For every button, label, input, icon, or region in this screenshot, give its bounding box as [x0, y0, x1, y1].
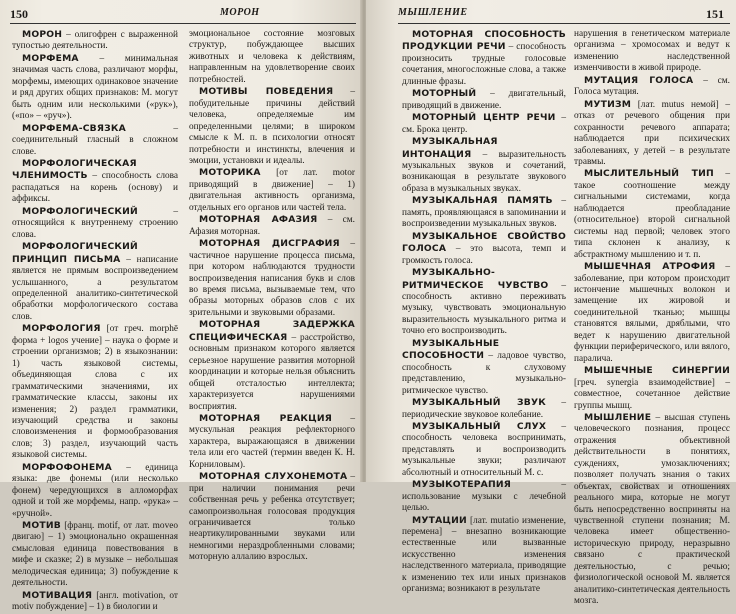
entry-term: МОТОРНАЯ СПОСОБНОСТЬ ПРОДУКЦИИ РЕЧИ: [402, 29, 566, 53]
dictionary-entry: [574, 99, 730, 169]
entry-term: МОТИВ: [22, 520, 61, 532]
entry-definition: [лат. mutatio изменение, перемена] – внезапно возникающие естественные или вызванные искусственно изменения наследственного материала, приводящие к изменению тех или иных признаков организма; возникают в результате: [402, 515, 567, 595]
dictionary-entry: [189, 238, 355, 319]
dictionary-entry: [12, 206, 178, 241]
dictionary-entry: [574, 412, 730, 608]
dictionary-entry: [402, 515, 566, 596]
entry-definition: – минимальная значимая часть слова, различают морфы, морфемы, имеющих одинаковое значение и ряд других общих признаков: М. могут быть одним или несколькими («рук»), («по» – «руч»).: [12, 53, 178, 122]
entry-term: МУЗЫКАЛЬНАЯ ИНТОНАЦИЯ: [402, 136, 498, 160]
right-page: [366, 0, 736, 607]
entry-term: МОТОРНЫЙ ЦЕНТР РЕЧИ: [412, 112, 556, 124]
dictionary-entry: [12, 158, 178, 206]
dictionary-entry: [402, 112, 566, 136]
dictionary-entry: [12, 241, 178, 323]
entry-definition: [от греч. morphē форма + logos учение] – наука о форме и строении организмов; 2) в языкознании: 1) часть языковой системы, объединяющая слова с их грамматическими значениями, их грамматические классы, законы их изменения; 2) раздел грамматики, изучающий средства и законы словоизменения и формообразования слов; 3) раздел, изучающий часть языковой системы.: [12, 324, 178, 461]
entry-term: МУЗЫКАЛЬНО-РИТМИЧЕСКОЕ ЧУВСТВО: [402, 267, 549, 291]
entry-term: МЫШЕЧНЫЕ СИНЕРГИИ: [584, 365, 730, 377]
entry-definition: – соединительный гласный в сложном слове.: [12, 123, 178, 157]
entry-definition: – способность слова распадаться на корень (основу) и аффиксы.: [12, 171, 178, 205]
entry-term: МЫШЕЧНАЯ АТРОФИЯ: [584, 261, 716, 273]
dictionary-entry: [402, 231, 566, 267]
entry-definition: – мускульная реакция рефлекторного характера, выражающаяся в движении тела или его частей (термин введен К. Н. Корниловым).: [189, 413, 355, 470]
dictionary-entry: [12, 590, 178, 614]
dictionary-entry: [402, 397, 566, 421]
entry-term: МОТИВАЦИЯ: [22, 589, 93, 601]
dictionary-entry: [12, 323, 178, 461]
dictionary-entry: [574, 168, 730, 261]
header-rule: [398, 23, 730, 24]
entry-definition: [франц. motif, от лат. moveo двигаю] – 1) эмоционально окрашенная смысловая единица повествования в мифе и сказке; 2) в музыке – небольшая мелодическая единица; 3) побуждение к деятельности.: [12, 521, 178, 589]
entry-definition: – заболевание, при котором происходит истончение мышечных волокон и замещение их жировой и соединительной тканью; мышцы становятся вялыми, дряблыми, что ведет к нарушению двигательной функции периферического, или вялого, паралича.: [574, 262, 730, 364]
dictionary-entry: [402, 421, 566, 479]
entry-definition: – см. Брока центр.: [402, 113, 566, 135]
entry-definition: нарушения в генетическом материале организма – хромосомах и ведут к изменению наследственной изменчивости в живой природе.: [574, 29, 730, 74]
page-number: 150: [10, 7, 28, 21]
entry-term: МОТОРНАЯ СЛУХОНЕМОТА: [199, 471, 348, 483]
entry-definition: – способность активно переживать музыку, чувствовать эмоциональную выразительность музыкального ритма и точно его воспроизводить.: [402, 280, 566, 337]
entry-term: МОТОРНАЯ ЗАДЕРЖКА СПЕЦИФИЧЕСКАЯ: [189, 319, 355, 343]
entry-definition: – частичное нарушение процесса письма, при котором наблюдаются трудности воспроизведения написания букв и слов во время письма, вызываемые тем, что образы моторных образов слов с их зрительными и звуковыми образами.: [189, 239, 356, 318]
entry-term: МОРФОЛОГИЯ: [22, 323, 101, 335]
entry-definition: – см. Афазия моторная.: [189, 215, 356, 237]
dictionary-entry: [189, 29, 355, 86]
entry-term: МУЗЫКАЛЬНЫЙ СЛУХ: [412, 420, 547, 432]
column-4: [574, 29, 730, 608]
entry-definition: – относящийся к внутреннему строению слова.: [12, 206, 178, 240]
entry-term: МУЗЫКАЛЬНАЯ ПАМЯТЬ: [412, 195, 553, 207]
entry-term: МУЗЫКАЛЬНЫЙ ЗВУК: [412, 397, 546, 409]
dictionary-entry: [402, 29, 566, 88]
dictionary-entry: [12, 520, 178, 590]
page-number: 151: [706, 7, 724, 21]
header-rule: [10, 23, 356, 24]
entry-term: МОТОРНАЯ РЕАКЦИЯ: [199, 412, 332, 424]
dictionary-entry: [402, 195, 566, 230]
running-title: МОРОН: [220, 7, 260, 18]
column-2: [189, 29, 355, 564]
entry-definition: – написание является не прямым воспроизведением услышанного, а результатом определенной аналитико-синтетической обработки морфологического состава слов.: [12, 254, 178, 322]
entry-definition: – способность произносить трудные голосовые сочетания, многосложные слова, а также длинные фразы.: [402, 42, 566, 87]
entry-term: МУТАЦИЯ ГОЛОСА: [584, 74, 694, 86]
entry-definition: – двигательный, приводящий в движение.: [402, 89, 567, 111]
dictionary-entry: [189, 319, 355, 413]
dictionary-entry: [402, 88, 566, 112]
dictionary-entry: [574, 75, 730, 99]
dictionary-entry: [574, 261, 730, 365]
entry-term: МУТАЦИИ: [412, 514, 467, 526]
entry-definition: – способность человека воспринимать, представлять и воспроизводить музыкальные звуки; различают абсолютный и относительный М. с.: [402, 421, 566, 478]
entry-definition: – такое соотношение между сигнальными системами, когда наблюдается преобладание (относительное) второй сигнальной системы над первой; человек этого типа склонен к анализу, к абстрактному мышлению и т. п.: [574, 169, 731, 260]
entry-definition: – олигофрен с выраженной тупостью деятельности.: [12, 30, 178, 52]
entry-definition: – использование музыки с лечебной целью.: [402, 480, 566, 514]
entry-term: МОТОРИКА: [199, 167, 261, 179]
entry-definition: эмоциональное состояние мозговых структур, побуждающее высших животных и человека к действиям, направленным на удовлетворение своих потребностей.: [189, 29, 355, 85]
running-title: МЫШЛЕНИЕ: [398, 7, 468, 18]
dictionary-entry: [189, 413, 355, 471]
dictionary-entry: [12, 462, 178, 520]
entry-term: МОРФОФОНЕМА: [22, 461, 112, 473]
dictionary-entry: [402, 338, 566, 397]
entry-definition: – см. Голоса мутация.: [574, 75, 730, 98]
entry-term: МУТИЗМ: [584, 98, 632, 110]
entry-definition: – единица языка: две фонемы (или несколько фонем) чередующихся в алломорфах одной и той же морфемы, напр. «рука» – «ручной».: [12, 462, 179, 519]
dictionary-entry: [12, 123, 178, 158]
dictionary-entry: [402, 479, 566, 514]
entry-term: МОРФОЛОГИЧЕСКИЙ ПРИНЦИП ПИСЬМА: [12, 241, 138, 265]
entry-definition: – ладовое чувство, способность к слуховому представлению, музыкально-ритмическое чувство.: [402, 351, 566, 396]
dictionary-entry: [12, 53, 178, 123]
entry-term: МУЗЫКАЛЬНОЕ СВОЙСТВО ГОЛОСА: [402, 230, 566, 255]
entry-term: МОТОРНАЯ ДИСГРАФИЯ: [199, 238, 340, 250]
entry-definition: – при наличии понимания речи собственная речь у ребенка отсутствует; самопроизвольная голосовая продукция ограничивается только неартикулированными звуками или немногими нераздробленными словами; моторную аллалию взрослых.: [189, 472, 355, 563]
entry-definition: [англ. motivation, от motiv побуждение] – 1) в биологии и: [12, 590, 178, 613]
entry-definition: – периодические звуковое колебание.: [402, 398, 566, 420]
entry-term: МОРФОЛОГИЧЕСКИЙ: [22, 205, 138, 217]
left-page: [0, 0, 362, 613]
dictionary-entry: [189, 86, 355, 167]
dictionary-entry: [12, 29, 178, 53]
column-3: [402, 29, 566, 596]
entry-term: МОРФОЛОГИЧЕСКАЯ ЧЛЕНИМОСТЬ: [12, 157, 137, 182]
dictionary-entry: [189, 214, 355, 238]
entry-term: МЫШЛЕНИЕ: [584, 411, 652, 423]
entry-definition: [лат. mutus немой] – отказ от речевого общения при сохранности речевого аппарата; наблюдается при психических заболеваниях, у детей – в результате травмы.: [574, 99, 730, 167]
entry-definition: – это высота, темп и громкость голоса.: [402, 244, 566, 266]
entry-definition: – высшая ступень человеческого познания, процесс отражения объективной действительности в понятиях, суждениях, умозаключениях; позволяет получать знания о таких объектах, свойствах и отношениях реального мира, которые не могут быть непосредственно восприняты на чувственной ступени познания; М. человека имеет общественно-историческую природу, неразрывно связано с практической деятельностью, с речью; физиологической основой М. является аналитико-синтетическая деятельность мозга.: [574, 412, 731, 607]
entry-definition: [от лат. motor приводящий в движение] – 1) двигательная активность организма, отдельных его органов или частей тела.: [189, 168, 355, 213]
entry-term: МОРФЕМА-СВЯЗКА: [22, 122, 126, 134]
dictionary-entry: [189, 471, 355, 564]
entry-term: МОТОРНЫЙ: [412, 88, 477, 100]
entry-definition: [греч. synergia взаимодействие] – совместное, сочетанное действие группы мышц.: [574, 377, 730, 411]
entry-term: МУЗЫКАЛЬНЫЕ СПОСОБНОСТИ: [402, 337, 500, 362]
entry-term: МУЗЫКОТЕРАПИЯ: [412, 479, 512, 491]
entry-term: МОТИВЫ ПОВЕДЕНИЯ: [199, 86, 334, 98]
entry-term: МОРФЕМА: [22, 52, 79, 64]
entry-term: МОТОРНАЯ АФАЗИЯ: [199, 214, 318, 226]
entry-definition: – выразительность музыкальных звуков и сочетаний, возникающая в результате звукового образа в музыкальных звуках.: [402, 149, 566, 194]
entry-term: МОРОН: [22, 29, 63, 40]
entry-definition: – расстройство, основным признаком которого является серьезное нарушение развития моторной координации и которые нельзя объяснить общей отсталостью интеллекта; характеризуется нарушениями восприятия.: [189, 332, 356, 412]
dictionary-entry: [574, 365, 730, 412]
entry-definition: – память, проявляющаяся в запоминании и воспроизведении музыкальных звуков.: [402, 196, 566, 230]
dictionary-entry: [402, 267, 566, 338]
dictionary-entry: [402, 136, 566, 195]
dictionary-entry: [189, 167, 355, 214]
column-1: [12, 29, 178, 614]
entry-term: МЫСЛИТЕЛЬНЫЙ ТИП: [584, 168, 714, 180]
entry-definition: – побудительные причины действий человека, определяемые им определенными целями; в широком смысле к М. п. в психологии относят потребности и инстинкты, влечения и эмоции, установки и идеалы.: [189, 87, 355, 166]
dictionary-entry: [574, 29, 730, 75]
